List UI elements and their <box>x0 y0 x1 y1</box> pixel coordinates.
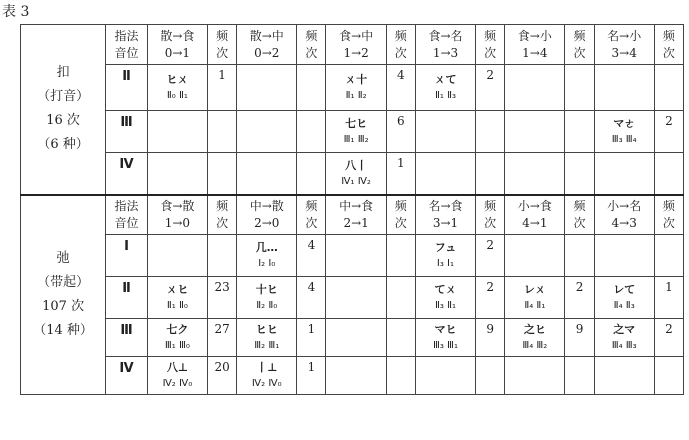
tab-cell <box>147 65 207 111</box>
tab-cell <box>594 319 654 357</box>
table-row <box>21 111 684 153</box>
freq-header-text: 频次 <box>394 28 407 60</box>
freq-cell: 6 <box>386 111 415 153</box>
tab-cell <box>594 111 654 153</box>
tab-positions: Ⅲ₂ Ⅲ₁ <box>254 340 280 351</box>
position-text: 2→0 <box>254 215 280 230</box>
freq-cell: 27 <box>208 319 237 357</box>
header-freq <box>208 25 237 65</box>
position-text: 1→3 <box>432 45 459 60</box>
tab-positions: Ⅱ₁ Ⅱ₂ <box>345 90 367 101</box>
freq-cell <box>297 65 326 111</box>
tab-positions: Ⅰ₃ Ⅰ₁ <box>436 258 455 269</box>
tab-cell <box>147 319 207 357</box>
header-row <box>21 195 684 235</box>
position-text: 4→1 <box>522 215 548 230</box>
tab-notation: 几… <box>255 241 278 254</box>
tab-cell <box>326 277 386 319</box>
tab-notation: レㄨ <box>523 283 546 296</box>
section-name: 弛 <box>56 250 70 266</box>
tab-cell <box>415 235 475 277</box>
header-fingering <box>505 25 565 65</box>
freq-cell <box>476 357 505 395</box>
tab-cell <box>326 153 386 195</box>
freq-cell: 1 <box>386 153 415 195</box>
header-fingering <box>326 25 386 65</box>
tab-notation: ㄨヒ <box>166 283 189 296</box>
tab-cell <box>237 277 297 319</box>
tab-notation: ヒヒ <box>255 323 278 336</box>
header-label-fingering: 指法 <box>114 198 139 213</box>
tab-cell <box>505 319 565 357</box>
tab-positions: Ⅲ₁ Ⅲ₂ <box>343 134 369 145</box>
table-row <box>21 319 684 357</box>
header-fingering <box>237 195 297 235</box>
header-fingering <box>415 195 475 235</box>
tab-cell <box>326 111 386 153</box>
table-row <box>21 65 684 111</box>
table-caption: 表 3 <box>2 4 30 20</box>
tab-notation: ㄨ十 <box>345 73 368 86</box>
tab-cell <box>505 111 565 153</box>
tab-cell <box>505 153 565 195</box>
freq-cell <box>297 111 326 153</box>
fingering-text: 食→中 <box>339 28 374 43</box>
header-freq <box>654 25 683 65</box>
freq-cell <box>654 153 683 195</box>
tab-cell <box>505 357 565 395</box>
freq-cell: 9 <box>565 319 594 357</box>
position-text: 3→4 <box>611 45 637 60</box>
tab-positions: Ⅱ₃ Ⅱ₁ <box>434 300 456 311</box>
tab-cell <box>505 65 565 111</box>
position-text: 2→1 <box>343 215 369 230</box>
fingering-text: 中→散 <box>249 198 284 213</box>
header-freq <box>297 195 326 235</box>
tab-notation: 八⊥ <box>166 361 188 374</box>
fingering-text: 食→小 <box>517 28 552 43</box>
tab-cell <box>594 153 654 195</box>
tab-cell <box>415 65 475 111</box>
fingering-text: 名→小 <box>607 28 642 43</box>
tab-positions: Ⅱ₁ Ⅱ₃ <box>434 90 456 101</box>
position-text: 1→2 <box>343 45 369 60</box>
tab-positions: Ⅱ₁ Ⅱ₀ <box>166 300 188 311</box>
tab-cell <box>147 153 207 195</box>
freq-cell: 4 <box>297 235 326 277</box>
header-freq <box>208 195 237 235</box>
tab-notation: 十ヒ <box>255 283 278 296</box>
tab-positions: Ⅱ₂ Ⅱ₀ <box>256 300 278 311</box>
tab-notation: ヒㄨ <box>166 73 189 86</box>
freq-cell <box>386 277 415 319</box>
freq-cell <box>386 357 415 395</box>
header-freq <box>654 195 683 235</box>
tab-cell <box>505 277 565 319</box>
tab-cell <box>415 277 475 319</box>
position-text: 1→0 <box>164 215 191 230</box>
header-freq <box>297 25 326 65</box>
tab-cell <box>326 235 386 277</box>
section-name: 扣 <box>56 65 70 81</box>
freq-cell: 1 <box>208 65 237 111</box>
freq-cell: 4 <box>386 65 415 111</box>
position-text: 3→1 <box>432 215 459 230</box>
string-label: Ⅳ <box>106 153 148 195</box>
freq-cell <box>386 235 415 277</box>
freq-header-text: 频次 <box>484 198 497 230</box>
freq-cell <box>565 235 594 277</box>
tab-notation: てㄨ <box>434 283 457 296</box>
tab-positions: Ⅰ₂ Ⅰ₀ <box>258 258 276 269</box>
string-label: Ⅱ <box>106 65 148 111</box>
table-row <box>21 235 684 277</box>
freq-cell <box>654 357 683 395</box>
freq-cell <box>208 111 237 153</box>
header-label <box>106 195 148 235</box>
freq-cell <box>654 235 683 277</box>
tab-cell <box>415 111 475 153</box>
section-kinds: （6 种） <box>37 137 89 153</box>
header-fingering <box>594 195 654 235</box>
tab-positions: Ⅲ₄ Ⅲ₃ <box>611 340 637 351</box>
section-label <box>21 25 106 195</box>
header-freq <box>386 25 415 65</box>
tab-notation: フュ <box>434 241 457 254</box>
freq-cell: 4 <box>297 277 326 319</box>
tab-cell <box>326 319 386 357</box>
freq-cell: 2 <box>476 235 505 277</box>
tab-cell <box>147 111 207 153</box>
freq-cell <box>565 65 594 111</box>
freq-header-text: 频次 <box>573 28 586 60</box>
freq-cell <box>565 111 594 153</box>
tab-notation: 七ヒ <box>345 117 368 130</box>
tab-positions: Ⅲ₃ Ⅲ₄ <box>611 134 637 145</box>
tab-positions: Ⅲ₃ Ⅲ₁ <box>432 340 458 351</box>
freq-cell <box>654 65 683 111</box>
tab-positions: Ⅱ₄ Ⅱ₁ <box>524 300 546 311</box>
fingering-text: 散→中 <box>249 28 284 43</box>
freq-cell: 2 <box>565 277 594 319</box>
freq-cell <box>565 153 594 195</box>
header-freq <box>386 195 415 235</box>
fingering-text: 散→食 <box>160 28 195 43</box>
freq-header-text: 频次 <box>216 28 229 60</box>
tab-cell <box>594 277 654 319</box>
fingering-table <box>20 24 684 395</box>
header-fingering <box>147 25 207 65</box>
header-fingering <box>237 25 297 65</box>
header-label-fingering: 指法 <box>114 28 139 43</box>
tab-notation: マㄜ <box>613 117 636 130</box>
header-fingering <box>594 25 654 65</box>
section-alias: （打音） <box>37 89 90 105</box>
header-fingering <box>326 195 386 235</box>
freq-cell: 2 <box>654 319 683 357</box>
string-label: Ⅰ <box>106 235 148 277</box>
header-fingering <box>415 25 475 65</box>
tab-positions: Ⅱ₄ Ⅱ₃ <box>613 300 635 311</box>
tab-positions: Ⅱ₀ Ⅱ₁ <box>166 90 188 101</box>
tab-notation: 七ク <box>166 323 189 336</box>
section-alias: （带起） <box>37 274 90 290</box>
fingering-text: 名→食 <box>428 198 463 213</box>
freq-cell: 2 <box>654 111 683 153</box>
position-text: 1→4 <box>522 45 548 60</box>
tab-cell <box>237 65 297 111</box>
tab-notation: 之ヒ <box>523 323 546 336</box>
section-kinds: （14 种） <box>33 322 93 338</box>
string-label: Ⅱ <box>106 277 148 319</box>
freq-header-text: 频次 <box>573 198 586 230</box>
tab-cell <box>415 357 475 395</box>
fingering-text: 小→食 <box>517 198 552 213</box>
header-freq <box>565 25 594 65</box>
freq-cell: 1 <box>297 357 326 395</box>
tab-cell <box>415 153 475 195</box>
tab-cell <box>594 357 654 395</box>
freq-cell <box>476 153 505 195</box>
header-label-position: 音位 <box>114 215 139 230</box>
tab-notation: 八丨 <box>345 158 368 172</box>
freq-cell: 1 <box>297 319 326 357</box>
tab-notation: 之マ <box>613 323 636 336</box>
freq-header-text: 频次 <box>305 198 318 230</box>
header-fingering <box>147 195 207 235</box>
tab-positions: Ⅳ₁ Ⅳ₂ <box>341 175 371 187</box>
tab-cell <box>147 357 207 395</box>
tab-cell <box>237 357 297 395</box>
tab-cell <box>237 235 297 277</box>
string-label: Ⅳ <box>106 357 148 395</box>
tab-cell <box>147 235 207 277</box>
freq-header-text: 频次 <box>662 28 675 60</box>
freq-header-text: 频次 <box>662 198 675 230</box>
fingering-text: 食→散 <box>160 198 195 213</box>
fingering-text: 食→名 <box>428 28 463 43</box>
tab-positions: Ⅳ₂ Ⅳ₀ <box>162 378 193 389</box>
tab-cell <box>326 357 386 395</box>
position-text: 0→1 <box>164 45 191 60</box>
header-freq <box>565 195 594 235</box>
freq-cell <box>386 319 415 357</box>
tab-notation: ㄨて <box>434 73 457 86</box>
freq-header-text: 频次 <box>305 28 318 60</box>
freq-cell <box>476 111 505 153</box>
tab-cell <box>594 65 654 111</box>
freq-cell <box>297 153 326 195</box>
header-label <box>106 25 148 65</box>
table-row <box>21 153 684 195</box>
freq-header-text: 频次 <box>484 28 497 60</box>
string-label: Ⅲ <box>106 319 148 357</box>
freq-cell: 2 <box>476 277 505 319</box>
position-text: 4→3 <box>611 215 637 230</box>
table-row <box>21 357 684 395</box>
tab-positions: Ⅲ₁ Ⅲ₀ <box>164 340 190 351</box>
freq-cell <box>208 153 237 195</box>
fingering-text: 中→食 <box>339 198 374 213</box>
freq-header-text: 频次 <box>394 198 407 230</box>
header-freq <box>476 195 505 235</box>
tab-cell <box>147 277 207 319</box>
freq-cell: 23 <box>208 277 237 319</box>
tab-cell <box>237 111 297 153</box>
tab-cell <box>594 235 654 277</box>
position-text: 0→2 <box>254 45 280 60</box>
tab-notation: 丨⊥ <box>256 361 278 374</box>
tab-notation: レて <box>613 283 636 296</box>
freq-cell <box>208 235 237 277</box>
freq-cell: 20 <box>208 357 237 395</box>
tab-positions: Ⅳ₂ Ⅳ₀ <box>251 378 282 389</box>
table-row <box>21 277 684 319</box>
section-count: 107 次 <box>42 298 85 314</box>
section-label <box>21 195 106 395</box>
tab-cell <box>237 319 297 357</box>
tab-positions: Ⅲ₄ Ⅲ₂ <box>522 340 548 351</box>
freq-cell: 9 <box>476 319 505 357</box>
freq-cell: 1 <box>654 277 683 319</box>
tab-cell <box>415 319 475 357</box>
header-freq <box>476 25 505 65</box>
tab-cell <box>505 235 565 277</box>
tab-notation: マヒ <box>434 323 457 336</box>
string-label: Ⅲ <box>106 111 148 153</box>
fingering-text: 小→名 <box>607 198 642 213</box>
freq-header-text: 频次 <box>216 198 229 230</box>
freq-cell <box>565 357 594 395</box>
header-fingering <box>505 195 565 235</box>
header-label-position: 音位 <box>114 45 139 60</box>
section-count: 16 次 <box>46 113 80 129</box>
tab-cell <box>237 153 297 195</box>
tab-cell <box>326 65 386 111</box>
freq-cell: 2 <box>476 65 505 111</box>
header-row <box>21 25 684 65</box>
